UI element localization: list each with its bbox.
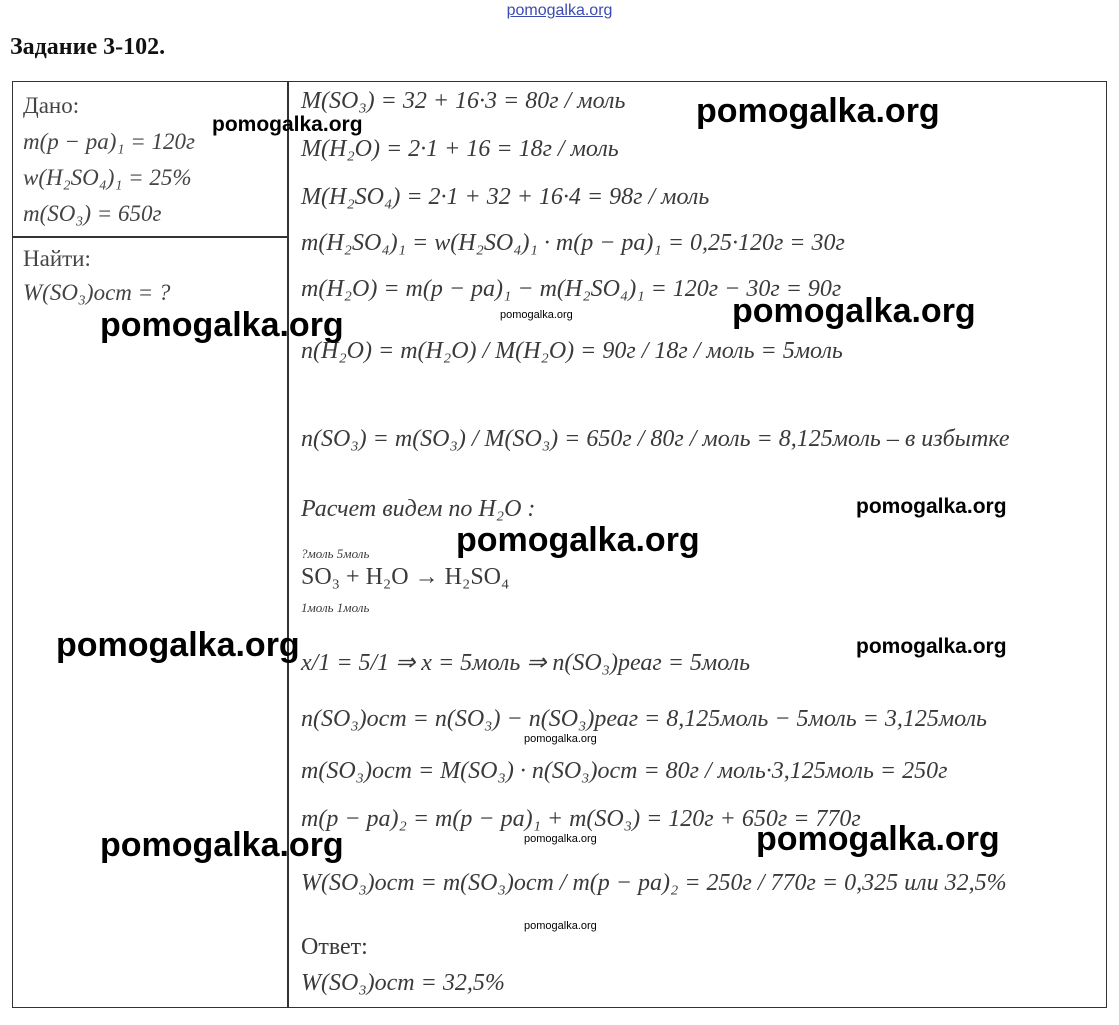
watermark: pomogalka.org — [524, 920, 597, 932]
task-title: Задание 3-102. — [10, 34, 166, 60]
solution-line: m(SO₃)ост = M(SO₃) · n(SO₃)ост = 80г / моль·3,125моль = 250г — [301, 758, 948, 784]
watermark: pomogalka.org — [732, 292, 976, 330]
column-divider — [287, 82, 289, 1007]
solution-line: n(SO₃)ост = n(SO₃) − n(SO₃)реаг = 8,125моль − 5моль = 3,125моль — [301, 706, 987, 732]
solution-line: M(SO₃) = 32 + 16·3 = 80г / моль — [301, 88, 626, 114]
watermark: pomogalka.org — [100, 826, 344, 864]
given-header: Дано: — [23, 93, 80, 118]
solution-line: ?моль 5моль — [301, 546, 370, 561]
reaction-equation: SO₃ + H₂O → H₂SO₄ — [301, 564, 510, 590]
watermark: pomogalka.org — [456, 521, 700, 559]
watermark: pomogalka.org — [56, 626, 300, 664]
watermark: pomogalka.org — [524, 733, 597, 745]
solution-line: m(H₂O) = m(p − pa)₁ − m(H₂SO₄)₁ = 120г − 30г = 90г — [301, 276, 842, 302]
watermark: pomogalka.org — [856, 635, 1007, 658]
solution-line: W(SO₃)ост = m(SO₃)ост / m(p − pa)₂ = 250г / 770г = 0,325 или 32,5% — [301, 870, 1007, 896]
solution-line: M(H₂SO₄) = 2·1 + 32 + 16·4 = 98г / моль — [301, 184, 710, 210]
watermark: pomogalka.org — [100, 306, 344, 344]
watermark: pomogalka.org — [500, 309, 573, 321]
solution-line: n(H₂O) = m(H₂O) / M(H₂O) = 90г / 18г / моль = 5моль — [301, 338, 843, 364]
given-find-divider — [13, 236, 287, 238]
given-section — [23, 88, 285, 232]
given-line: w(H₂SO₄)₁ = 25% — [23, 165, 192, 190]
watermark: pomogalka.org — [756, 820, 1000, 858]
answer-value: W(SO₃)ост = 32,5% — [301, 970, 505, 996]
find-section — [23, 242, 170, 310]
solution-line: M(H₂O) = 2·1 + 16 = 18г / моль — [301, 136, 619, 162]
solution-line: 1моль 1моль — [301, 600, 370, 615]
solution-line: Расчет видем по H₂O : — [301, 496, 536, 522]
given-line: m(SO₃) = 650г — [23, 201, 162, 226]
given-line: m(p − pa)₁ = 120г — [23, 129, 195, 154]
watermark: pomogalka.org — [696, 92, 940, 130]
site-link-top[interactable]: pomogalka.org — [506, 2, 613, 19]
watermark: pomogalka.org — [524, 833, 597, 845]
answer-header: Ответ: — [301, 934, 368, 960]
watermark: pomogalka.org — [856, 495, 1007, 518]
solution-line: m(p − pa)₂ = m(p − pa)₁ + m(SO₃) = 120г + 650г = 770г — [301, 806, 861, 832]
solution-line: n(SO₃) = m(SO₃) / M(SO₃) = 650г / 80г / моль = 8,125моль – в избытке — [301, 426, 1010, 452]
find-line: W(SO₃)ост = ? — [23, 280, 171, 305]
watermark: pomogalka.org — [212, 113, 363, 136]
solution-line: x/1 = 5/1 ⇒ x = 5моль ⇒ n(SO₃)реаг = 5моль — [301, 650, 751, 676]
solution-line: m(H₂SO₄)₁ = w(H₂SO₄)₁ · m(p − pa)₁ = 0,25·120г = 30г — [301, 230, 845, 256]
find-header: Найти: — [23, 246, 91, 271]
